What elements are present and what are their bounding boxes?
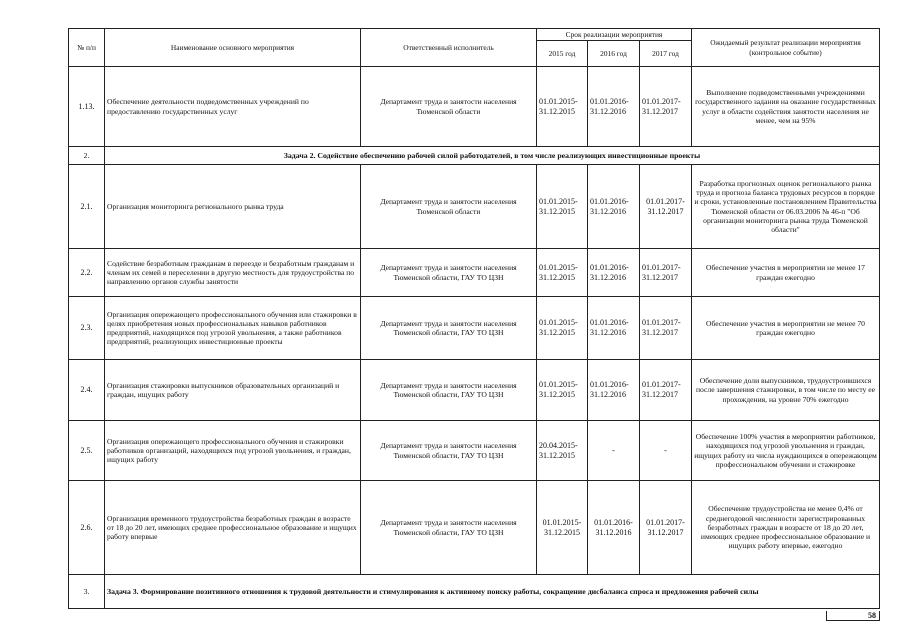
header-result: Ожидаемый результат реализации мероприятия (контрольное событие): [692, 29, 880, 67]
page-number: 58: [826, 611, 880, 621]
row-executor: Департамент труда и занятости населения Тюменской области, ГАУ ТО ЦЗН: [361, 249, 537, 297]
row-2017: 01.01.2017-31.12.2017: [640, 67, 692, 147]
measures-table: [68, 28, 880, 609]
row-executor: Департамент труда и занятости населения Тюменской области: [361, 165, 537, 249]
table-row: [69, 481, 880, 575]
table-row: [69, 297, 880, 360]
row-executor: Департамент труда и занятости населения Тюменской области, ГАУ ТО ЦЗН: [361, 360, 537, 421]
row-event: Обеспечение деятельности подведомственных учреждений по предоставлению государственных услуг: [105, 67, 361, 147]
row-2017: 01.01.2017-31.12.2017: [640, 165, 692, 249]
header-year-2015: 2015 год: [537, 41, 588, 67]
row-2015: 01.01.2015-31.12.2015: [537, 165, 588, 249]
row-2016: 01.01.2016-31.12.2016: [588, 360, 640, 421]
row-2016: 01.01.2016-31.12.2016: [588, 165, 640, 249]
row-2016: 01.01.2016-31.12.2016: [588, 249, 640, 297]
row-2017: 01.01.2017-31.12.2017: [640, 297, 692, 360]
row-num: 2.1.: [69, 165, 105, 249]
task-row: [69, 575, 880, 609]
table-row: [69, 360, 880, 421]
row-2015: 01.01.2015-31.12.2015: [537, 481, 588, 575]
row-2017: -: [640, 421, 692, 481]
row-event: Организация стажировки выпускников образовательных организаций и граждан, ищущих работу: [105, 360, 361, 421]
row-2017: 01.01.2017-31.12.2017: [640, 360, 692, 421]
row-num: 2.4.: [69, 360, 105, 421]
row-event: Организация временного трудоустройства безработных граждан в возрасте от 18 до 20 лет, имеющих среднее профессиональное образование и ищущих работу впервые: [105, 481, 361, 575]
row-num: 1.13.: [69, 67, 105, 147]
header-year-2016: 2016 год: [588, 41, 640, 67]
table-row: [69, 421, 880, 481]
table-row: [69, 165, 880, 249]
row-result: Обеспечение доли выпускников, трудоустроившихся после завершения стажировки, в том числе по месту ее прохождения, на уровне 70% ежегодно: [692, 360, 880, 421]
row-2017: 01.01.2017-31.12.2017: [640, 481, 692, 575]
row-num: 2.5.: [69, 421, 105, 481]
row-num: 2.3.: [69, 297, 105, 360]
row-2015: 01.01.2015-31.12.2015: [537, 249, 588, 297]
row-2016: 01.01.2016-31.12.2016: [588, 297, 640, 360]
table-row: [69, 249, 880, 297]
row-2015: 01.01.2015-31.12.2015: [537, 67, 588, 147]
row-event: Содействие безработным гражданам в переезде и безработным гражданам и членам их семей в переселении в другую местность для трудоустройства по направлению органов службы занятости: [105, 249, 361, 297]
row-2016: 01.01.2016-31.12.2016: [588, 481, 640, 575]
task-num: 2.: [69, 147, 105, 165]
row-result: Выполнение подведомственными учреждениями государственного задания на оказание государственных услуг в области содействия занятости населения не менее, чем на 95%: [692, 67, 880, 147]
row-2016: 01.01.2016-31.12.2016: [588, 67, 640, 147]
header-row: [69, 29, 880, 41]
row-2015: 01.01.2015-31.12.2015: [537, 297, 588, 360]
row-event: Организация опережающего профессионального обучения или стажировки в целях приобретения новых профессиональных навыков работников предприятий, находящихся под угрозой увольнения, а также работников предприятий, реализующих инвестиционные проекты: [105, 297, 361, 360]
row-executor: Департамент труда и занятости населения Тюменской области, ГАУ ТО ЦЗН: [361, 481, 537, 575]
row-2016: -: [588, 421, 640, 481]
row-event: Организация опережающего профессионального обучения и стажировки работников организаций, находящихся под угрозой увольнения, и граждан, ищущих работу: [105, 421, 361, 481]
header-year-2017: 2017 год: [640, 41, 692, 67]
table-row: [69, 67, 880, 147]
row-executor: Департамент труда и занятости населения Тюменской области: [361, 67, 537, 147]
header-executor: Ответственный исполнитель: [361, 29, 537, 67]
row-result: Обеспечение участия в мероприятии не менее 17 граждан ежегодно: [692, 249, 880, 297]
row-result: Обеспечение участия в мероприятии не менее 70 граждан ежегодно: [692, 297, 880, 360]
row-num: 2.6.: [69, 481, 105, 575]
task-title: Задача 3. Формирование позитивного отношения к трудовой деятельности и стимулирования к активному поиску работы, сокращение дисбаланса спроса и предложения рабочей силы: [105, 575, 880, 609]
task-row: [69, 147, 880, 165]
row-executor: Департамент труда и занятости населения Тюменской области, ГАУ ТО ЦЗН: [361, 297, 537, 360]
header-period: Срок реализации мероприятия: [537, 29, 692, 41]
row-result: Обеспечение 100% участия в мероприятии работников, находящихся под угрозой увольнения и граждан, ищущих работу из числа нуждающихся в опережающем профессиональном обучении и стажировке: [692, 421, 880, 481]
header-num: № п/п: [69, 29, 105, 67]
row-result: Обеспечение трудоустройства не менее 0,4% от среднегодовой численности зарегистрированных безработных граждан в возрасте от 18 до 20 лет, имеющих среднее профессиональное образование и ищущих работу впервые, ежегодно: [692, 481, 880, 575]
row-executor: Департамент труда и занятости населения Тюменской области, ГАУ ТО ЦЗН: [361, 421, 537, 481]
row-2015: 20.04.2015-31.12.2015: [537, 421, 588, 481]
task-title: Задача 2. Содействие обеспечению рабочей силой работодателей, в том числе реализующих инвестиционные проекты: [105, 147, 880, 165]
row-num: 2.2.: [69, 249, 105, 297]
task-num: 3.: [69, 575, 105, 609]
row-result: Разработка прогнозных оценок регионального рынка труда и прогноза баланса трудовых ресурсов в порядке и сроки, установленные постановлением Правительства Тюменской области от 06.03.2006 № 46-п "Об организации мониторинга рынка труда Тюменской области": [692, 165, 880, 249]
row-2017: 01.01.2017-31.12.2017: [640, 249, 692, 297]
row-2015: 01.01.2015-31.12.2015: [537, 360, 588, 421]
header-event: Наименование основного мероприятия: [105, 29, 361, 67]
row-event: Организация мониторинга регионального рынка труда: [105, 165, 361, 249]
